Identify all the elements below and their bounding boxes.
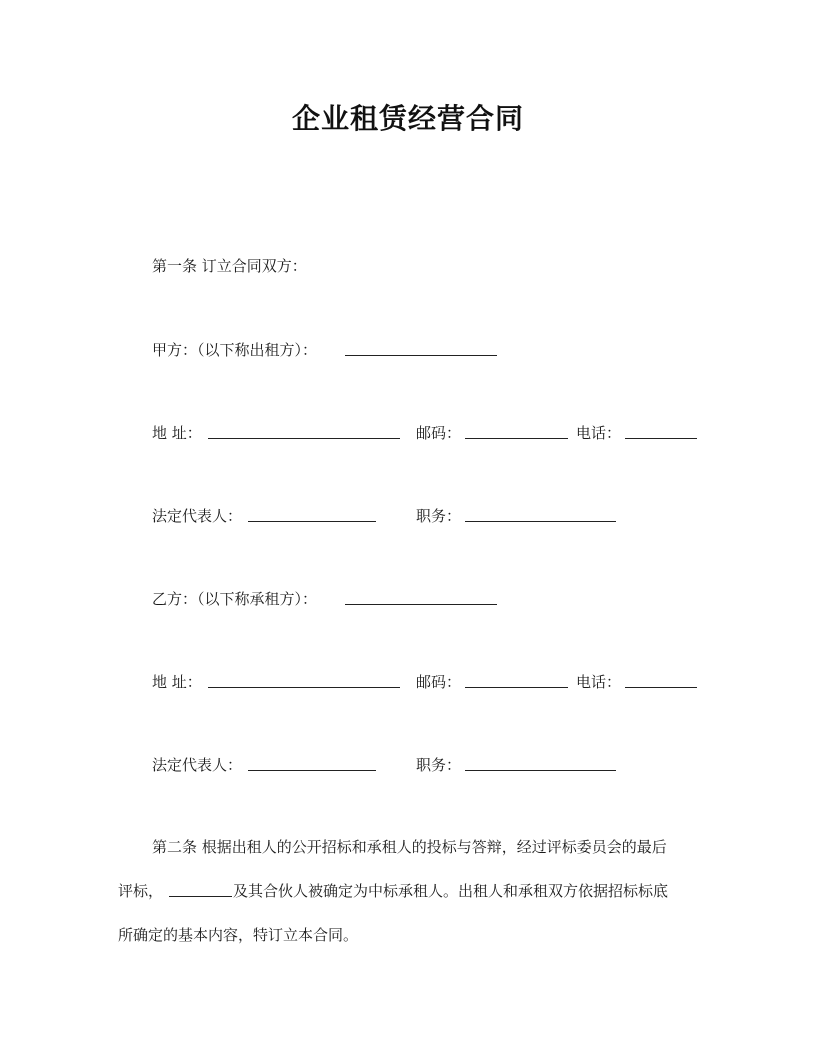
party-a-postcode-label: 邮码： [416, 424, 462, 442]
party-a-name-blank[interactable] [345, 355, 497, 356]
party-b-address-label: 地 址： [152, 673, 202, 691]
party-a-position-blank[interactable] [465, 521, 616, 522]
party-b-phone-blank[interactable] [625, 687, 697, 688]
party-b-address-blank[interactable] [208, 687, 400, 688]
party-b-phone-label: 电话： [576, 673, 622, 691]
article-1-heading: 第一条 订立合同双方： [152, 257, 307, 275]
party-b-position-blank[interactable] [465, 770, 616, 771]
party-b-postcode-blank[interactable] [465, 687, 568, 688]
party-b-position-label: 职务： [416, 756, 462, 774]
party-a-position-label: 职务： [416, 507, 462, 525]
article-2-line-1: 第二条 根据出租人的公开招标和承租人的投标与答辩，经过评标委员会的最后 [152, 838, 667, 856]
party-a-label: 甲方：（以下称出租方）： [152, 341, 318, 359]
article-2-line-2-suffix: 及其合伙人被确定为中标承租人。出租人和承租双方依据招标标底 [233, 882, 669, 900]
party-a-postcode-blank[interactable] [465, 438, 568, 439]
article-2-line-3: 所确定的基本内容，特订立本合同。 [118, 926, 359, 944]
party-a-legal-rep-blank[interactable] [248, 521, 376, 522]
party-b-legal-rep-label: 法定代表人： [152, 756, 243, 774]
party-b-name-blank[interactable] [345, 604, 497, 605]
party-a-legal-rep-label: 法定代表人： [152, 507, 243, 525]
party-b-legal-rep-blank[interactable] [248, 770, 376, 771]
bidder-name-blank[interactable] [169, 896, 232, 897]
party-b-label: 乙方：（以下称承租方）： [152, 590, 318, 608]
party-a-phone-label: 电话： [576, 424, 622, 442]
party-b-postcode-label: 邮码： [416, 673, 462, 691]
party-a-address-blank[interactable] [208, 438, 400, 439]
document-title: 企业租赁经营合同 [291, 102, 524, 135]
party-a-phone-blank[interactable] [625, 438, 697, 439]
party-a-address-label: 地 址： [152, 424, 202, 442]
article-2-line-2-prefix: 评标， [118, 882, 164, 900]
